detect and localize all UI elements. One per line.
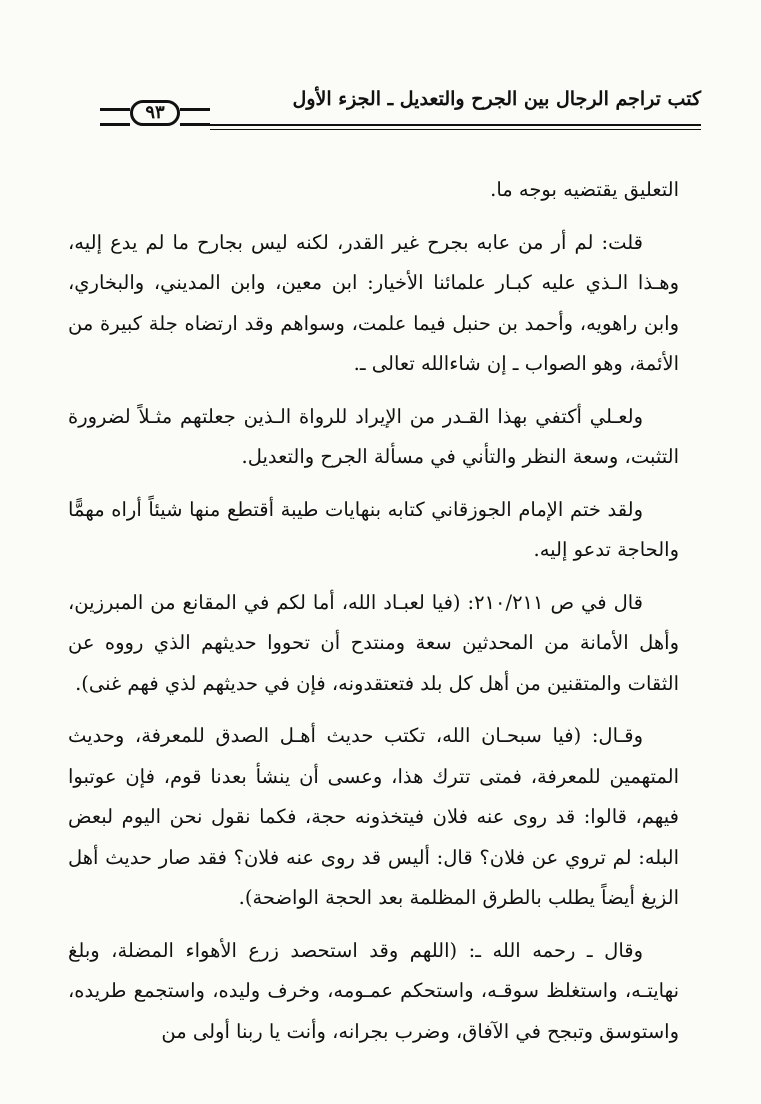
ornament-lines-right — [180, 108, 210, 126]
body-text — [68, 170, 679, 1064]
page-number: ٩٣ — [130, 100, 180, 126]
paragraph: ولعـلي أكتفي بهذا القـدر من الإيراد للرواة الـذين جعلتهم مثـلاً لضرورة التثبت، وسعة النظر والتأني في مسألة الجرح والتعديل. — [68, 404, 679, 468]
paragraph: وقـال: (فيا سبحـان الله، تكتب حديث أهـل الصدق للمعرفة، وحديث المتهمين للمعرفة، فمتى تترك هذا، وعسى أن ينشأ بعدنا قوم، فإن عوتبوا فيهم، قالوا: قد روى عنه فلان فيتخذونه حجة، فكما نقول نحن اليوم لبعض البله: لم تروي عن فلان؟ قال: أليس قد روى عنه فلان؟ فقد صار حديث أهل الزيغ أيضاً يطلب بالطرق المظلمة بعد الحجة الواضحة). — [68, 724, 679, 909]
paragraph: قال في ص ٢١٠/٢١١: (فيا لعبـاد الله، أما لكم في المقانع من المبرزين، وأهل الأمانة من المحدثين سعة ومنتدح أن تحووا حديثهم الذي رووه عن الثقات والمتقنين من أهل كل بلد فتعتقدونه، فإن في حديثهم لذي فهم غنى). — [68, 590, 679, 695]
ornament-lines-left — [100, 108, 130, 126]
running-header — [100, 86, 701, 126]
paragraph: ولقد ختم الإمام الجوزقاني كتابه بنهايات طيبة أقتطع منها شيئاً أراه مهمًّا والحاجة تدعو إليه. — [68, 497, 679, 561]
header-title: كتب تراجم الرجال بين الجرح والتعديل ـ الجزء الأول — [292, 88, 701, 110]
paragraph: التعليق يقتضيه بوجه ما. — [490, 178, 679, 201]
page-number-ornament — [100, 100, 210, 128]
paragraph: قلت: لم أر من عابه بجرح غير القدر، لكنه ليس بجارح ما لم يدع إليه، وهـذا الـذي عليه كبـار علمائنا الأخيار: ابن معين، وابن المديني، والبخاري، وابن راهويه، وأحمد بن حنبل فيما علمت، وسواهم وقد ارتضاه جلة كبيرة من الأئمة، وهو الصواب ـ إن شاءالله تعالى ـ. — [68, 230, 679, 375]
header-rule — [210, 124, 701, 130]
paragraph: وقال ـ رحمه الله ـ: (اللهم وقد استحصد زرع الأهواء المضلة، وبلغ نهايتـه، واستغلظ سوقـه، واستحكم عمـومه، وخرف وليده، واستجمع طريده، واستوسق وتبجح في الآفاق، وضرب بجرانه، وأنت يا ربنا أولى من — [68, 938, 679, 1043]
